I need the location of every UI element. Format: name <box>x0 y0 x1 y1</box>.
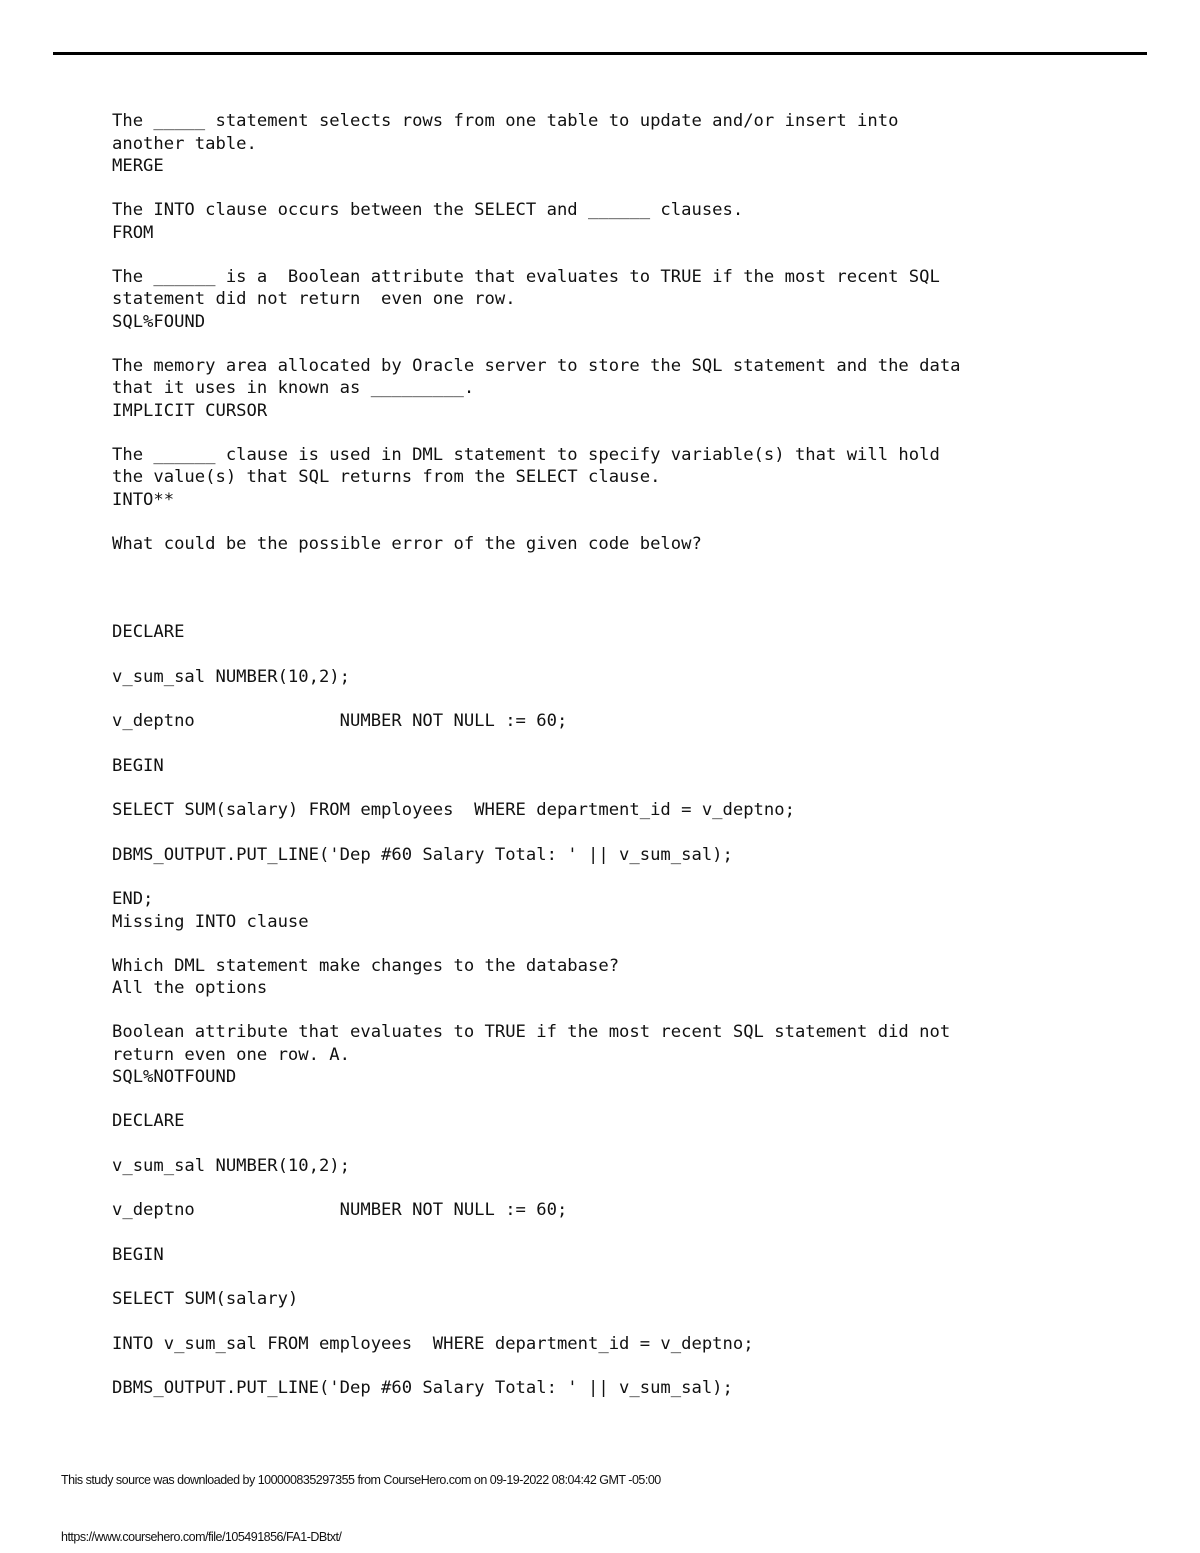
text-line: Boolean attribute that evaluates to TRUE if the most recent SQL statement did not <box>112 1022 951 1042</box>
text-line: Which DML statement make changes to the database? <box>112 955 620 976</box>
block-2 <box>112 199 1152 244</box>
answer-line: SQL%FOUND <box>112 311 206 332</box>
block-3 <box>112 266 1152 334</box>
code-line: DECLARE <box>112 622 185 642</box>
block-end <box>112 888 1152 933</box>
code-line: DBMS_OUTPUT.PUT_LINE('Dep #60 Salary Total: ' || v_sum_sal); <box>112 1378 733 1398</box>
text-line: The ______ is a Boolean attribute that evaluates to TRUE if the most recent SQL <box>112 266 940 287</box>
answer-line: INTO** <box>112 489 175 510</box>
code-line: v_sum_sal NUMBER(10,2); <box>112 666 350 687</box>
block-8 <box>112 1021 1152 1089</box>
code-line: INTO v_sum_sal FROM employees WHERE department_id = v_deptno; <box>112 1333 754 1354</box>
text-line: The memory area allocated by Oracle server to store the SQL statement and the data <box>112 355 961 376</box>
block-5 <box>112 444 1152 512</box>
answer-line: Missing INTO clause <box>112 911 309 932</box>
code-line: DECLARE <box>112 1111 185 1131</box>
text-line: another table. <box>112 133 257 154</box>
footer-source-text: This study source was downloaded by 100000835297355 from CourseHero.com on 09-19-2022 08:04:42 GMT -05:00 <box>61 1473 661 1487</box>
answer-line: IMPLICIT CURSOR <box>112 400 268 421</box>
top-rule <box>53 52 1147 55</box>
question-line: What could be the possible error of the given code below? <box>112 533 702 554</box>
code-line: v_deptno NUMBER NOT NULL := 60; <box>112 711 568 731</box>
block-6 <box>112 533 1152 556</box>
answer-line: SQL%NOTFOUND <box>112 1067 237 1087</box>
text-line: return even one row. A. <box>112 1044 350 1065</box>
block-7 <box>112 955 1152 1000</box>
code-line: BEGIN <box>112 1244 164 1265</box>
code-line: SELECT SUM(salary) FROM employees WHERE department_id = v_deptno; <box>112 800 795 820</box>
text-line: statement did not return even one row. <box>112 289 516 309</box>
code-line: END; <box>112 889 154 909</box>
footer-url-link[interactable]: https://www.coursehero.com/file/105491856/FA1-DBtxt/ <box>61 1530 342 1544</box>
text-line: that it uses in known as _________. <box>112 378 475 398</box>
document-body <box>112 110 1152 1400</box>
text-line: The _____ statement selects rows from one table to update and/or insert into <box>112 111 899 131</box>
code-line: v_deptno NUMBER NOT NULL := 60; <box>112 1200 568 1220</box>
block-4 <box>112 355 1152 423</box>
code-line: DBMS_OUTPUT.PUT_LINE('Dep #60 Salary Total: ' || v_sum_sal); <box>112 844 733 865</box>
text-line: The INTO clause occurs between the SELECT and ______ clauses. <box>112 200 744 220</box>
code-line: SELECT SUM(salary) <box>112 1289 299 1309</box>
block-1 <box>112 110 1152 178</box>
text-line: The ______ clause is used in DML statement to specify variable(s) that will hold <box>112 444 940 465</box>
answer-line: All the options <box>112 978 268 998</box>
code-line: BEGIN <box>112 755 164 776</box>
code-line: v_sum_sal NUMBER(10,2); <box>112 1155 350 1176</box>
answer-line: MERGE <box>112 156 164 176</box>
answer-line: FROM <box>112 222 154 243</box>
text-line: the value(s) that SQL returns from the SELECT clause. <box>112 467 661 487</box>
